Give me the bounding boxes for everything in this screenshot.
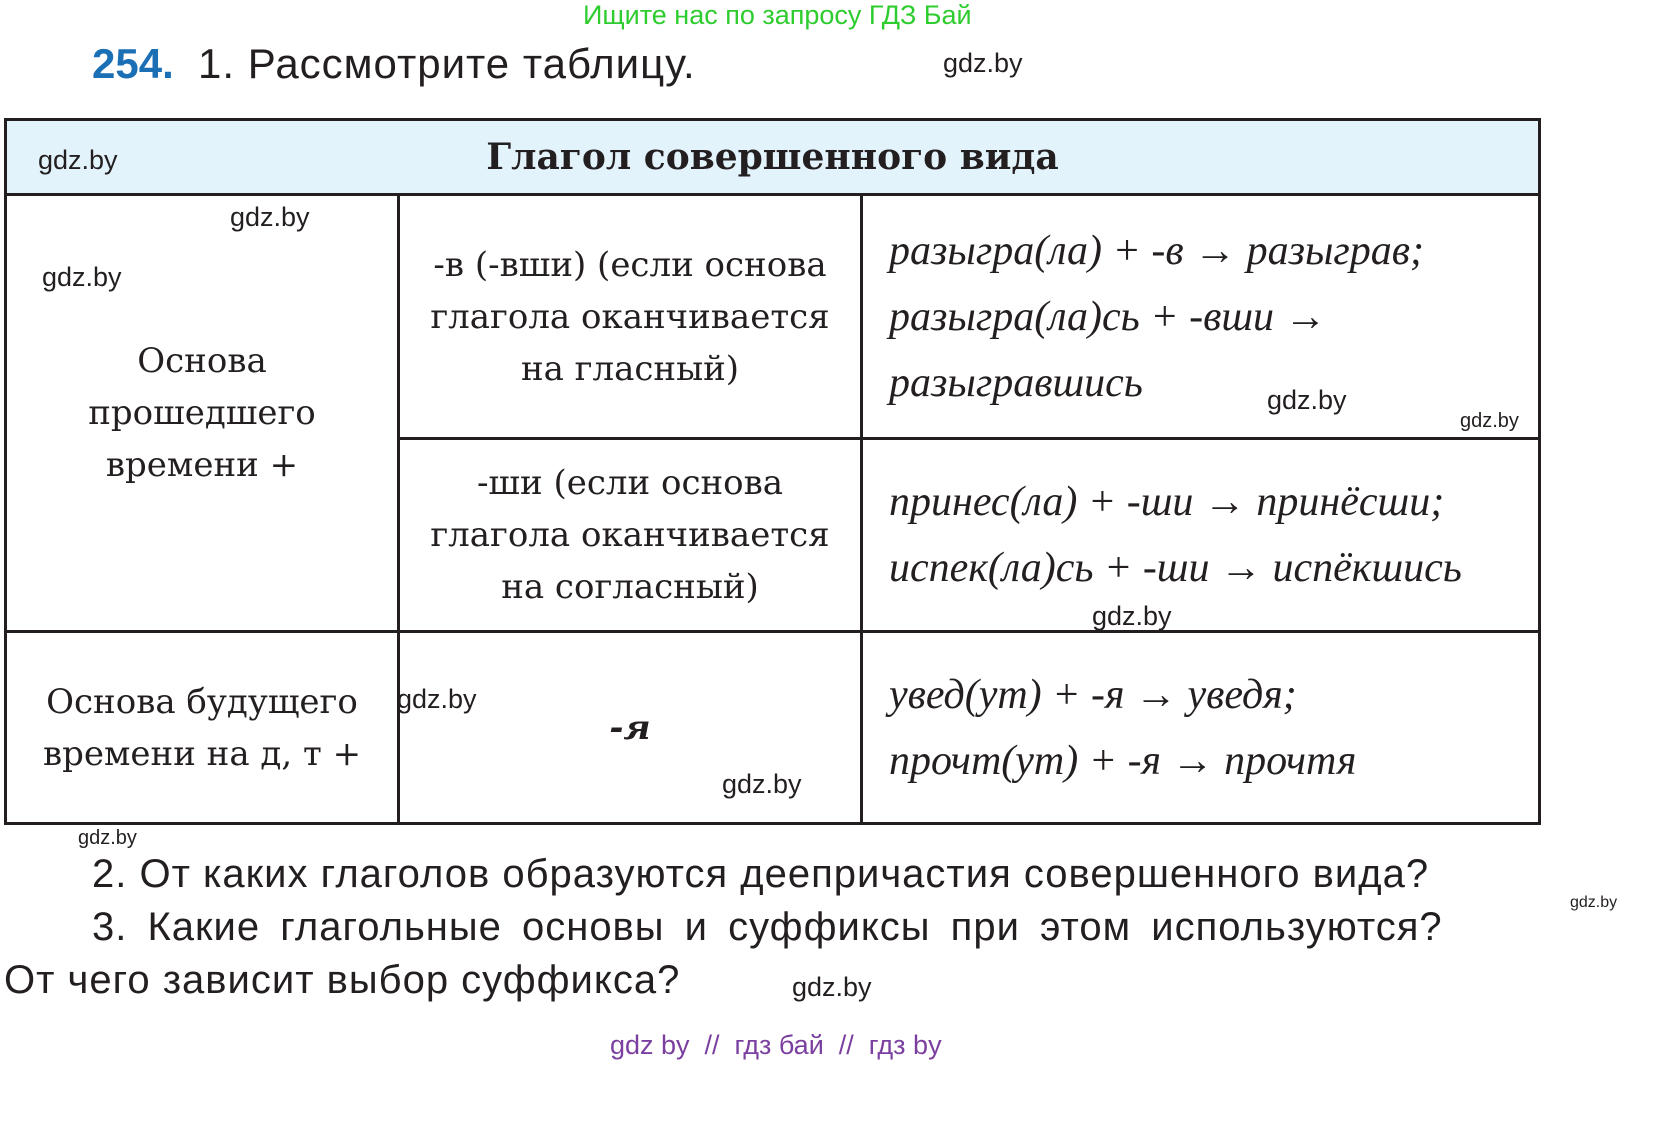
watermark: gdz.by [78, 827, 137, 849]
suffix-cell: -я [399, 632, 862, 824]
header-text: Глагол совершенного вида [486, 136, 1059, 178]
question-2: 2. От каких глаголов образуются деепричастия совершенного вида? [92, 852, 1430, 896]
question-3: 3. Какие глагольные основы и суффиксы при этом используются? [92, 905, 1443, 949]
watermark: gdz.by [1267, 385, 1347, 415]
suffix-cell: -ши (если основа глагола оканчивается на согласный) [399, 439, 862, 632]
table-header [6, 120, 1540, 195]
watermark: gdz.by [1092, 601, 1172, 631]
watermark: gdz.by [722, 769, 802, 799]
exercise-number: 254. [92, 40, 174, 87]
examples-cell [862, 632, 1540, 824]
examples-cell [862, 439, 1540, 632]
promo-text: Ищите нас по запросу ГДЗ Бай [583, 0, 972, 30]
watermark: gdz.by [397, 684, 477, 714]
row-label-past: Основа прошедшего времени + [6, 195, 399, 632]
example-line: испек(ла)сь + -ши → испёкшись [889, 545, 1462, 591]
suffix-cell: -в (-вши) (если основа глагола оканчивается на гласный) [399, 195, 862, 439]
example-line: прочт(ут) + -я → прочтя [889, 737, 1357, 784]
watermark: gdz.by [792, 972, 872, 1002]
exercise-title: 1. Рассмотрите таблицу. [198, 40, 696, 87]
example-line: принес(ла) + -ши → принёсши; [889, 479, 1445, 525]
watermark: gdz.by [1460, 410, 1519, 432]
watermark: gdz.by [38, 145, 118, 175]
watermark: gdz.by [42, 262, 122, 292]
question-3-cont: От чего зависит выбор суффикса? [4, 958, 681, 1002]
example-line: разыгра(ла)сь + -вши → [889, 293, 1327, 340]
watermark: gdz.by [943, 48, 1023, 78]
watermark: gdz.by [230, 202, 310, 232]
footer-links: gdz by // гдз бай // гдз by [610, 1030, 942, 1060]
example-line: разыгра(ла) + -в → разыграв; [889, 227, 1425, 274]
watermark: gdz.by [1570, 894, 1618, 911]
examples-cell [862, 195, 1540, 439]
example-line: разыгравшись [889, 359, 1143, 406]
row-label-future: Основа будущего времени на д, т + [6, 632, 399, 824]
example-line: увед(ут) + -я → уведя; [889, 671, 1297, 718]
